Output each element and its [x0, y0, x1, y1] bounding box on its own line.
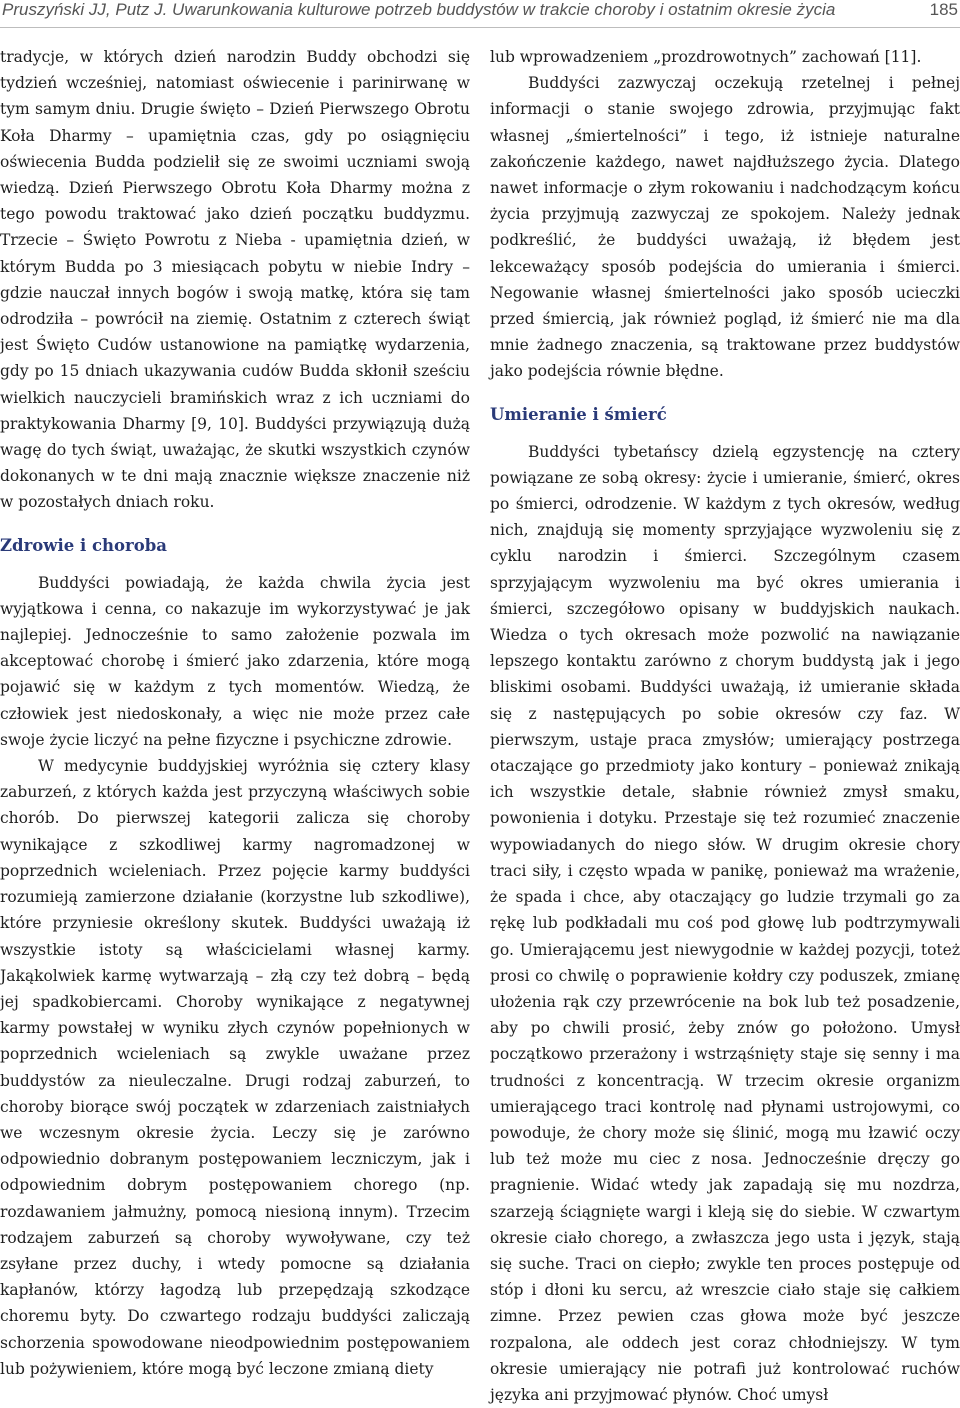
section-heading-health: Zdrowie i choroba	[0, 535, 167, 555]
running-header	[0, 0, 960, 24]
section-heading-dying: Umieranie i śmierć	[490, 404, 667, 424]
right-column	[490, 44, 960, 1408]
page-number: 185	[929, 0, 958, 19]
paragraph-health-intro: Buddyści powiadają, że każda chwila życia jest wyjątkowa i cenna, co nakazuje im wykorzystywać je jak najlepiej. Jednocześnie to samo założenie pozwala im akceptować chorobę i śmierć jako zdarzenia, które mogą pojawić się w każdym z tych momentów. Wiedzą, że człowiek jest niedoskonały, a więc nie może przez całe swoje życie liczyć na pełne fizyczne i psychiczne zdrowie.	[0, 573, 470, 749]
paragraph-continuation: lub wprowadzeniem „prozdrowotnych” zachowań [11].	[490, 48, 922, 66]
paragraph-festivals: tradycje, w których dzień narodzin Buddy obchodzi się tydzień wcześniej, natomiast oświecenie i parinirwanę w tym samym dniu. Drugie święto – Dzień Pierwszego Obrotu Koła Dharmy – upamiętnia czas, gdy po osiągnięciu oświecenia Budda podzielił się ze swoimi uczniami swoją wiedzą. Dzień Pierwszego Obrotu Koła Dharmy można z tego powodu traktować jako dzień początku buddyzmu. Trzecie – Święto Powrotu z Nieba - upamiętnia dzień, w którym Budda po 3 miesiącach pobytu w niebie Indry – gdzie nauczał innych bogów i swoją matkę, która się tam odrodziła – powrócił na ziemię. Ostatnim z czterech świąt jest Święto Cudów ustanowione na pamiątkę wydarzenia, gdy po 15 dniach ukazywania cudów Budda skłonił sześciu wielkich nauczycieli bramińskich wraz z ich uczniami do praktykowania Dharmy [9, 10]. Buddyści przywiązują dużą wagę do tych świąt, uważając, że skutki wszystkich czynów dokonanych w te dni mają znacznie większe znaczenie niż w pozostałych dniach roku.	[0, 48, 470, 512]
header-divider	[0, 27, 960, 28]
running-header-title: Pruszyński JJ, Putz J. Uwarunkowania kulturowe potrzeb buddystów w trakcie choroby i ostatnim okresie życia	[2, 0, 836, 19]
paragraph-dying-stages: Buddyści tybetańscy dzielą egzystencję na cztery powiązane ze sobą okresy: życie i umieranie, śmierć, okres po śmierci, odrodzenie. W każdym z tych okresów, według nich, znajdują się momenty sprzyjające wyzwoleniu się z cyklu narodzin i śmierci. Szczególnym czasem sprzyjającym wyzwoleniu ma być okres umierania i śmierci, szczegółowo opisany w buddyjskich naukach. Wiedza o tych okresach może pozwolić na nawiązanie lepszego kontaktu zarówno z chorym buddystą jak i jego bliskimi osobami. Buddyści uważają, iż umieranie składa się z następujących po sobie okresów czy faz. W pierwszym, ustaje praca zmysłów; umierający postrzega otaczające go przedmioty jako kontury – ponieważ znikają ich wszystkie detale, słabnie również zmysł smaku, powonienia i dotyku. Przestaje się też rozumieć znaczenie wypowiadanych do niego słów. W drugim okresie chory traci siły, i często wpada w panikę, ponieważ ma wrażenie, że spada i chce, aby otaczający go ludzie trzymali go za rękę lub podkładali mu coś pod głowę lub podtrzymywali go. Umierającemu jest niewygodnie w każdej pozycji, toteż prosi co chwilę o poprawienie kołdry czy poduszek, zmianę ułożenia rąk czy przewrócenie na bok lub też posadzenie, aby po chwili prosić, żeby znów go położono. Umysł początkowo przerażony i wstrząśnięty staje się senny i ma trudności z koncentracją. W trzecim okresie organizm umierającego traci kontrolę nad płynami ustrojowymi, co powoduje, że chory może się ślinić, mogą mu łzawić oczy lub też może mu ciec z nosa. Jednocześnie dręczy go pragnienie. Widać wtedy jak zapadają się mu nozdrza, szarzeją ściągnięte wargi i kleją się do siebie. W czwartym okresie ciało chorego, a zwłaszcza jego usta i język, stają się suche. Traci on ciepło; zwykle ten proces postępuje od stóp i dłoni ku sercu, aż wreszcie ciało staje się całkiem zimne. Przez pewien czas głowa może być jeszcze rozpalona, ale oddech jest coraz chłodniejszy. W tym okresie umierający nie potrafi już kontrolować ruchów języka ani przyjmować płynów. Choć umysł	[490, 442, 960, 1404]
left-column	[0, 44, 470, 1382]
paragraph-information: Buddyści zazwyczaj oczekują rzetelnej i pełnej informacji o stanie swojego zdrowia, przyjmując fakt własnej „śmiertelności” i tego, iż istnieje naturalne zakończenie każdego, nawet najdłuższego życia. Dlatego nawet informacje o złym rokowaniu i nadchodzącym końcu życia przyjmują zazwyczaj ze spokojem. Należy jednak podkreślić, że buddyści uważają, iż błędem jest lekceważący sposób podejścia do umierania i śmierci. Negowanie własnej śmiertelności jako sposób ucieczki przed śmiercią, jak również pogląd, iż śmierć nie ma dla mnie żadnego znaczenia, są traktowane przez buddystów jako podejścia równie błędne.	[490, 74, 960, 381]
paragraph-disorder-classes: W medycynie buddyjskiej wyróżnia się cztery klasy zaburzeń, z których każda jest przyczyną właściwych sobie chorób. Do pierwszej kategorii zalicza się choroby wynikające z szkodliwej karmy nagromadzonej w poprzednich wcieleniach. Przez pojęcie karmy buddyści rozumieją zamierzone działanie (korzystne lub szkodliwe), które przyniesie określony skutek. Buddyści uważają iż wszystkie istoty są właścicielami własnej karmy. Jakąkolwiek karmę wytwarzają – złą czy też dobrą – będą jej spadkobiercami. Choroby wynikające z negatywnej karmy powstałej w wyniku złych czynów popełnionych w poprzednich wcieleniach są zwykle uważane przez buddystów za nieuleczalne. Drugi rodzaj zaburzeń, to choroby biorące swój początek w zdarzeniach zaistniałych we wczesnym okresie życia. Leczy się je zarówno odpowiednio dobranym postępowaniem leczniczym, jak i odpowiednim dobrym postępowaniem chorego (np. rozdawaniem jałmużny, pomocą niesioną innym). Trzecim rodzajem zaburzeń są choroby wywoływane, czy też zsyłane przez duchy, i wtedy pomocne są działania kapłanów, którzy łagodzą lub przepędzają szkodzące choremu byty. Do czwartego rodzaju buddyści zaliczają schorzenia spowodowane nieodpowiednim postępowaniem lub pożywieniem, które mogą być leczone zmianą diety	[0, 757, 470, 1378]
